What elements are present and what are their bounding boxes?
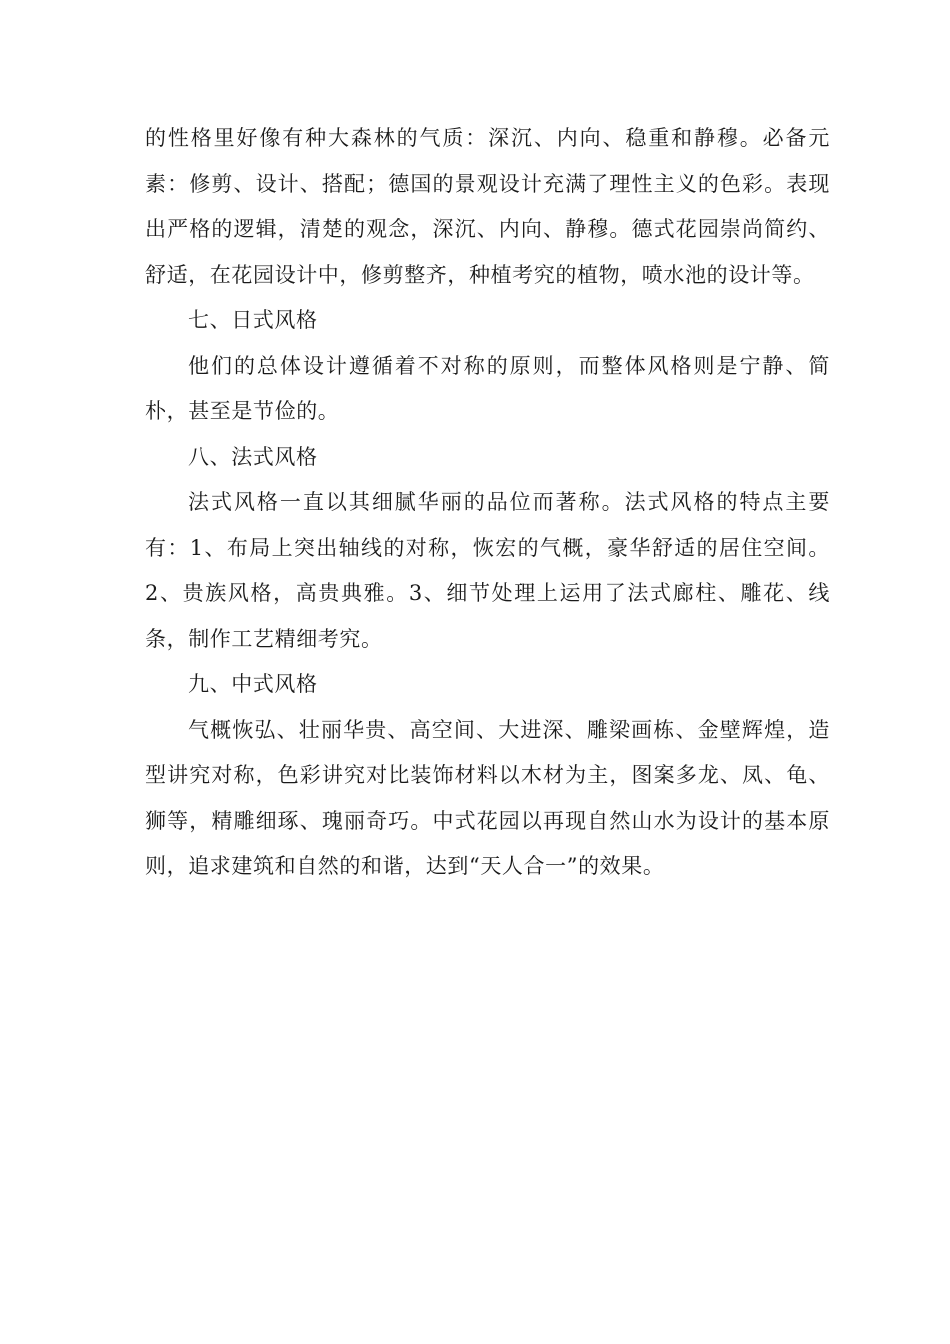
paragraph-chinese-style: 气概恢弘、壮丽华贵、高空间、大进深、雕梁画栋、金壁辉煌，造型讲究对称，色彩讲究对比装饰材料以木材为主，图案多龙、凤、龟、狮等，精雕细琢、瑰丽奇巧。中式花园以再现自然山水为设计的基本原则，追求建筑和自然的和谐，达到“天人合一”的效果。 (145, 717, 830, 878)
paragraph-japanese-style: 他们的总体设计遵循着不对称的原则，而整体风格则是宁静、简朴，甚至是节俭的。 (145, 353, 830, 423)
document-body (145, 116, 830, 890)
heading-chinese-style: 九、中式风格 (188, 672, 318, 696)
paragraph-german-style-continued: 的性格里好像有种大森林的气质：深沉、内向、稳重和静穆。必备元素：修剪、设计、搭配；德国的景观设计充满了理性主义的色彩。表现出严格的逻辑，清楚的观念，深沉、内向、静穆。德式花园崇尚简约、舒适，在花园设计中，修剪整齐，种植考究的植物，喷水池的设计等。 (145, 126, 830, 287)
paragraph-french-style: 法式风格一直以其细腻华丽的品位而著称。法式风格的特点主要有：1、布局上突出轴线的对称，恢宏的气概，豪华舒适的居住空间。2、贵族风格，高贵典雅。3、细节处理上运用了法式廊柱、雕花、线条，制作工艺精细考究。 (145, 490, 830, 651)
heading-french-style: 八、法式风格 (188, 444, 318, 469)
heading-japanese-style: 七、日式风格 (188, 308, 318, 332)
